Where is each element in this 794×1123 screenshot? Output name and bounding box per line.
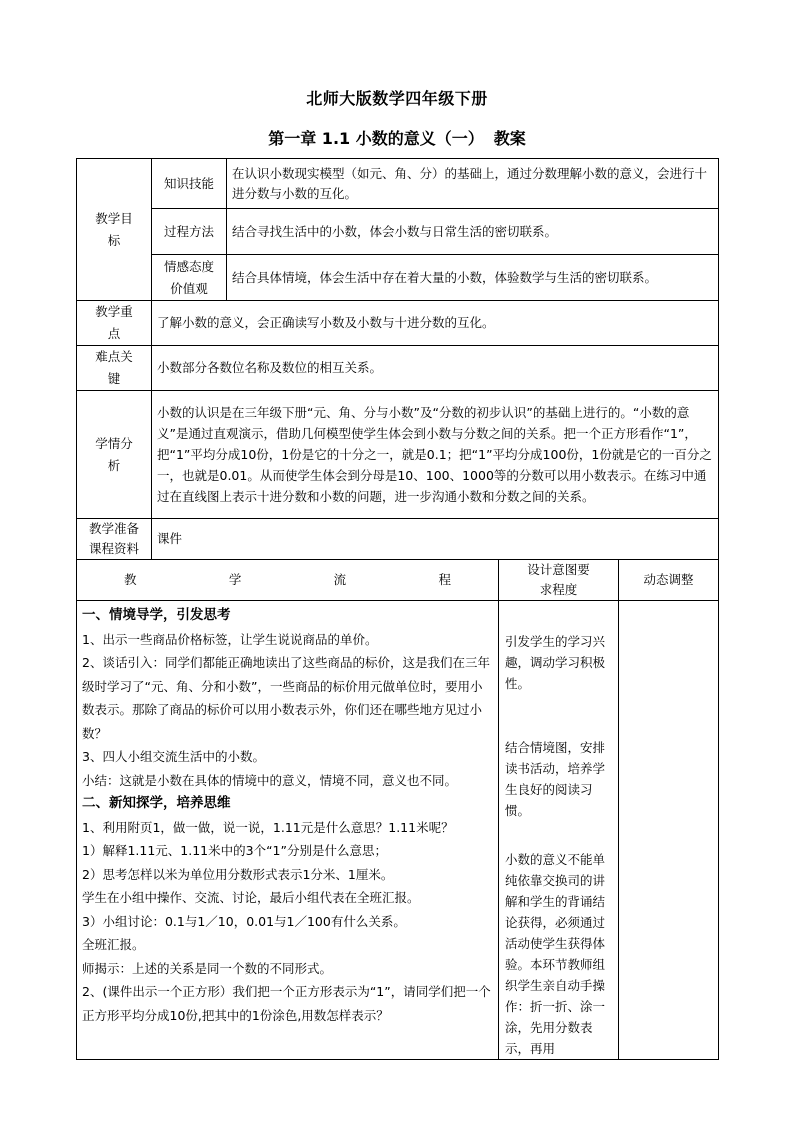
document-title: 北师大版数学四年级下册 [306, 89, 488, 108]
lesson-plan-table [76, 158, 719, 1060]
analysis-label: 学情分析 [77, 391, 152, 519]
lesson-name: 第一章 1.1 小数的意义（一） [268, 129, 484, 148]
difficulties-text: 小数部分各数位名称及数位的相互关系。 [152, 346, 719, 391]
flow-paragraph: 3、四人小组交流生活中的小数。 [82, 749, 265, 764]
prep-text: 课件 [152, 519, 719, 560]
goal-text-attitude: 结合具体情境，体会生活中存在着大量的小数，体验数学与生活的密切联系。 [227, 255, 719, 301]
flow-paragraph: 学生在小组中操作、交流、讨论，最后小组代表在全班汇报。 [82, 890, 420, 905]
goal-name-knowledge: 知识技能 [152, 159, 227, 209]
flow-section-heading: 二、新知探学，培养思维 [82, 795, 231, 811]
goal-name-attitude: 情感态度价值观 [152, 255, 227, 301]
flow-paragraph: 师揭示：上述的关系是同一个数的不同形式。 [82, 960, 333, 976]
flow-header-char: 学 [228, 572, 242, 587]
key-points-label: 教学重点 [77, 301, 152, 346]
flow-paragraph: 2）思考怎样以米为单位用分数形式表示1分米、1厘米。 [82, 866, 394, 882]
flow-header [77, 560, 499, 601]
flow-paragraph: 小结：这就是小数在具体的情境中的意义，情境不同，意义也不同。 [82, 772, 458, 788]
flow-paragraph: 3）小组讨论：0.1与1／10，0.01与1／100有什么关系。 [82, 913, 406, 929]
design-header: 设计意图要求程度 [499, 560, 619, 601]
goal-text-process: 结合寻找生活中的小数，体会小数与日常生活的密切联系。 [227, 209, 719, 255]
design-note: 结合情境图，安排读书活动，培养学生良好的阅读习惯。 [505, 740, 606, 818]
lesson-title [0, 126, 794, 149]
design-note: 小数的意义不能单纯依靠交换司的讲解和学生的背诵结论获得，必须通过活动使学生获得体验。本环节教师组织学生亲自动手操作：折一折、涂一涂，先用分数表示，再用 [505, 852, 606, 1056]
flow-header-char: 教 [124, 572, 137, 587]
flow-content [77, 601, 499, 1060]
flow-header-char: 程 [438, 572, 451, 587]
design-notes [499, 601, 619, 1060]
flow-list [82, 604, 493, 1027]
design-note: 引发学生的学习兴趣，调动学习积极性。 [505, 634, 606, 691]
key-points-text: 了解小数的意义，会正确读写小数及小数与十进分数的互化。 [152, 301, 719, 346]
flow-paragraph: 2、(课件出示一个正方形）我们把一个正方形表示为“1”，请同学们把一个正方形平均分成10份,把其中的1份涂色,用数怎样表示？ [82, 984, 491, 1023]
flow-paragraph: 1、利用附页1，做一做，说一说，1.11元是什么意思？1.11米呢？ [82, 819, 454, 835]
adjust-header: 动态调整 [619, 560, 719, 601]
prep-label: 教学准备课程资料 [77, 519, 152, 560]
flow-paragraph: 1）解释1.11元、1.11米中的3个“1”分别是什么意思； [82, 843, 387, 858]
flow-paragraph: 全班汇报。 [82, 937, 145, 952]
difficulties-label: 难点关键 [77, 346, 152, 391]
adjust-notes [619, 601, 719, 1060]
analysis-text: 小数的认识是在三年级下册“元、角、分与小数”及“分数的初步认识”的基础上进行的。“小数的意义”是通过直观演示，借助几何模型使学生体会到小数与分数之间的关系。把一个正方形看作“1”，把“1”平均分成10份，1份是它的十分之一，就是0.1；把“1”平均分成100份，1份就是它的一百分之一，也就是0.01。从而使学生体会到分母是10、100、1000等的分数可以用小数表示。在练习中通过在直线图上表示十进分数和小数的问题，进一步沟通小数和分数之间的关系。 [152, 391, 719, 519]
flow-section-heading: 一、情境导学，引发思考 [82, 607, 231, 623]
goal-name-process: 过程方法 [152, 209, 227, 255]
goals-label: 教学目标 [77, 159, 152, 301]
doc-type: 教案 [493, 129, 526, 148]
goal-text-knowledge: 在认识小数现实模型（如元、角、分）的基础上，通过分数理解小数的意义，会进行十进分数与小数的互化。 [227, 159, 719, 209]
flow-paragraph: 2、谈话引入：同学们都能正确地读出了这些商品的标价，这是我们在三年级时学习了“元、角、分和小数”，一些商品的标价用元做单位时，要用小数表示。那除了商品的标价可以用小数表示外，你们还在哪些地方见过小数？ [82, 655, 490, 741]
flow-header-char: 流 [333, 572, 347, 587]
flow-paragraph: 1、出示一些商品价格标签，让学生说说商品的单价。 [82, 631, 378, 647]
